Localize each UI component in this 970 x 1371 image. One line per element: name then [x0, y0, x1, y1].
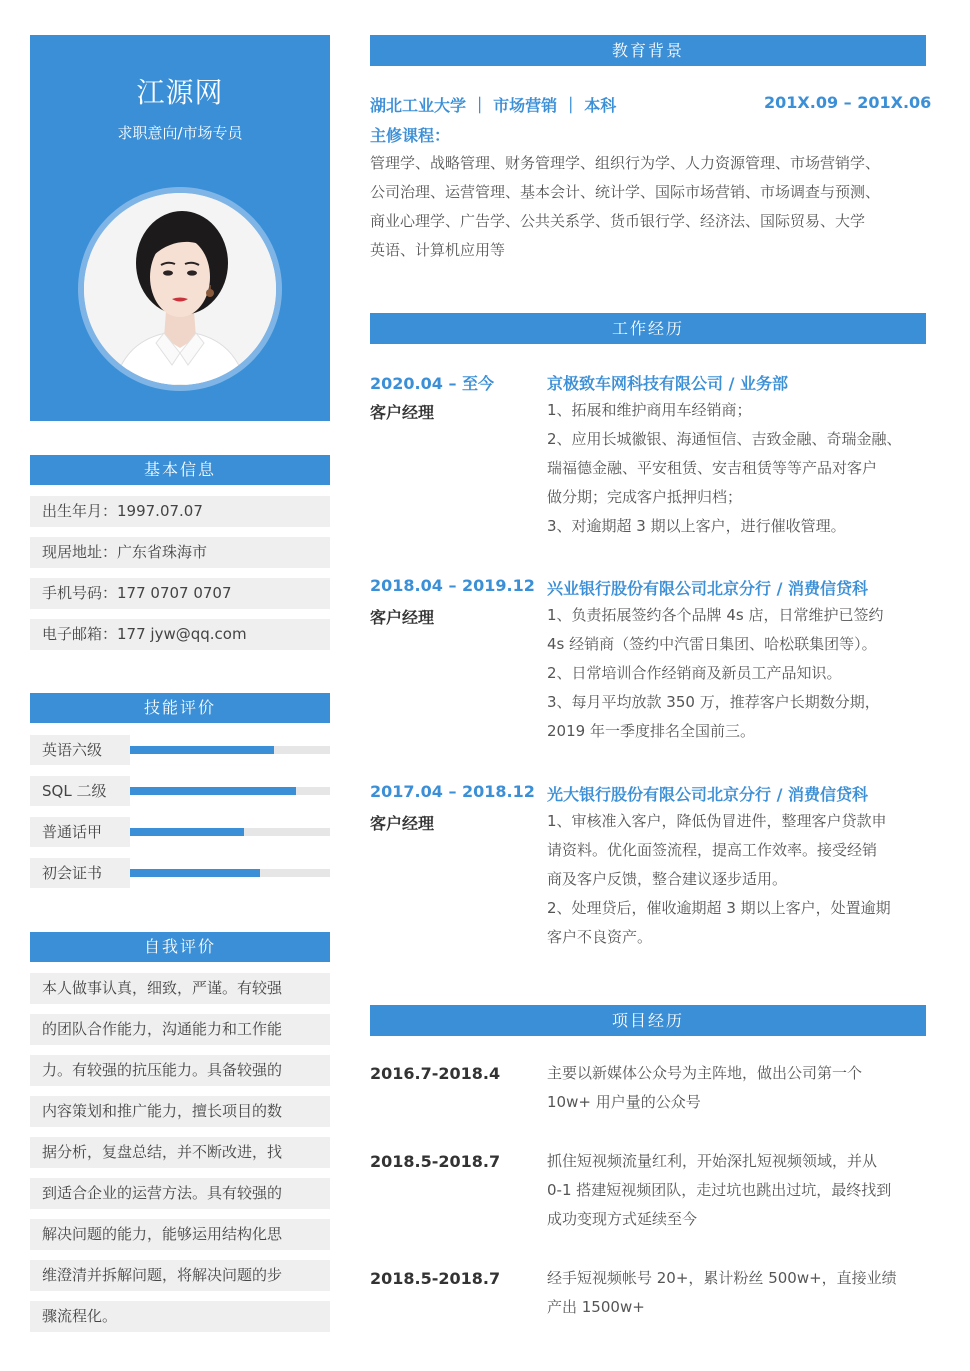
work-description — [547, 396, 937, 541]
self-eval-line: 的团队合作能力，沟通能力和工作能 — [30, 1014, 330, 1045]
work-desc-line: 3、对逾期超 3 期以上客户，进行催收管理。 — [547, 517, 846, 535]
project-description — [547, 1264, 937, 1322]
work-desc-line: 1、审核准入客户，降低伪冒进件，整理客户贷款申 — [547, 812, 887, 830]
work-desc-line: 1、负责拓展签约各个品牌 4s 店，日常维护已签约 — [547, 606, 884, 624]
project-period: 2018.5-2018.7 — [370, 1152, 501, 1171]
skill-bar-fill — [130, 787, 296, 795]
project-desc-line: 产出 1500w+ — [547, 1298, 645, 1316]
skill-bar-track — [130, 869, 330, 877]
work-desc-line: 客户不良资产。 — [547, 928, 653, 946]
projects-header: 项目经历 — [370, 1005, 926, 1036]
courses-line: 公司治理、运营管理、基本会计、统计学、国际市场营销、市场调查与预测、 — [370, 183, 881, 201]
profile-name: 江源网 — [136, 76, 224, 109]
self-eval-line: 解决问题的能力，能够运用结构化思 — [30, 1219, 330, 1250]
skill-bar-fill — [130, 828, 244, 836]
work-role: 客户经理 — [370, 814, 435, 833]
skill-row — [30, 735, 330, 765]
skill-bar-fill — [130, 869, 260, 877]
work-period: 2020.04 – 至今 — [370, 374, 495, 393]
info-phone-text: 手机号码：177 0707 0707 — [42, 584, 232, 602]
skill-label: SQL 二级 — [30, 776, 130, 806]
work-desc-line: 瑞福德金融、平安租赁、安吉租赁等等产品对客户 — [547, 459, 878, 477]
courses-text — [370, 149, 930, 265]
courses-label: 主修课程： — [370, 126, 451, 145]
skill-label: 初会证书 — [30, 858, 130, 888]
project-desc-line: 主要以新媒体公众号为主阵地，做出公司第一个 — [547, 1064, 863, 1082]
skill-bar-track — [130, 828, 330, 836]
skill-label: 英语六级 — [30, 735, 130, 765]
skills-header: 技能评价 — [30, 693, 330, 723]
self-eval-line: 到适合企业的运营方法。具有较强的 — [30, 1178, 330, 1209]
info-email-text: 电子邮箱：177 jyw@qq.com — [42, 625, 247, 643]
info-address — [30, 537, 330, 568]
skill-row — [30, 776, 330, 806]
portrait-illustration — [84, 193, 276, 385]
project-desc-line: 抓住短视频流量红利，开始深扎短视频领域，并从 — [547, 1152, 878, 1170]
work-company: 兴业银行股份有限公司北京分行 / 消费信贷科 — [547, 579, 868, 598]
project-desc-line: 0-1 搭建短视频团队，走过坑也跳出过坑，最终找到 — [547, 1181, 892, 1199]
self-eval-line: 本人做事认真，细致，严谨。有较强 — [30, 973, 330, 1004]
courses-line: 管理学、战略管理、财务管理学、组织行为学、人力资源管理、市场营销学、 — [370, 154, 881, 172]
info-email — [30, 619, 330, 650]
self-eval-line: 维澄清并拆解问题，将解决问题的步 — [30, 1260, 330, 1291]
education-period: 201X.09 – 201X.06 — [764, 93, 932, 112]
skill-label: 普通话甲 — [30, 817, 130, 847]
work-desc-line: 2、应用长城徽银、海通恒信、吉致金融、奇瑞金融、 — [547, 430, 902, 448]
work-header: 工作经历 — [370, 313, 926, 344]
skill-row — [30, 817, 330, 847]
work-desc-line: 2019 年一季度排名全国前三。 — [547, 722, 755, 740]
work-period: 2017.04 – 2018.12 — [370, 782, 535, 801]
self-eval-line: 骤流程化。 — [30, 1301, 330, 1332]
self-eval-line: 力。有较强的抗压能力。具备较强的 — [30, 1055, 330, 1086]
project-period: 2018.5-2018.7 — [370, 1269, 501, 1288]
project-desc-line: 成功变现方式延续至今 — [547, 1210, 698, 1228]
work-period: 2018.04 – 2019.12 — [370, 576, 535, 595]
work-desc-line: 做分期；完成客户抵押归档； — [547, 488, 743, 506]
work-role: 客户经理 — [370, 403, 435, 422]
project-description — [547, 1059, 937, 1117]
avatar-photo — [84, 193, 276, 385]
work-desc-line: 2、处理贷后，催收逾期超 3 期以上客户，处置逾期 — [547, 899, 891, 917]
work-desc-line: 3、每月平均放款 350 万，推荐客户长期数分期， — [547, 693, 880, 711]
self-eval-header: 自我评价 — [30, 932, 330, 962]
work-desc-line: 4s 经销商（签约中汽雷日集团、哈松联集团等）。 — [547, 635, 877, 653]
project-period: 2016.7-2018.4 — [370, 1064, 501, 1083]
education-header: 教育背景 — [370, 35, 926, 66]
courses-line: 商业心理学、广告学、公共关系学、货币银行学、经济法、国际贸易、大学 — [370, 212, 866, 230]
work-role: 客户经理 — [370, 608, 435, 627]
work-description — [547, 807, 937, 952]
work-company: 光大银行股份有限公司北京分行 / 消费信贷科 — [547, 785, 868, 804]
skill-bar-track — [130, 746, 330, 754]
skill-row — [30, 858, 330, 888]
info-phone — [30, 578, 330, 609]
avatar-ring — [78, 187, 282, 391]
self-eval-line: 据分析，复盘总结，并不断改进，找 — [30, 1137, 330, 1168]
work-desc-line: 商及客户反馈，整合建议逐步适用。 — [547, 870, 788, 888]
profile-card — [30, 35, 330, 421]
project-desc-line: 10w+ 用户量的公众号 — [547, 1093, 701, 1111]
skill-bar-track — [130, 787, 330, 795]
courses-line: 英语、计算机应用等 — [370, 241, 506, 259]
info-birthdate-text: 出生年月：1997.07.07 — [42, 502, 203, 520]
work-company: 京极致车网科技有限公司 / 业务部 — [547, 374, 788, 393]
skill-bar-fill — [130, 746, 274, 754]
work-desc-line: 请资料。优化面签流程，提高工作效率。接受经销 — [547, 841, 878, 859]
work-description — [547, 601, 937, 746]
info-birthdate — [30, 496, 330, 527]
education-headline: 湖北工业大学 ｜ 市场营销 ｜ 本科 — [370, 96, 617, 115]
self-eval-line: 内容策划和推广能力，擅长项目的数 — [30, 1096, 330, 1127]
work-desc-line: 2、日常培训合作经销商及新员工产品知识。 — [547, 664, 842, 682]
project-desc-line: 经手短视频帐号 20+，累计粉丝 500w+，直接业绩 — [547, 1269, 897, 1287]
job-intent: 求职意向/市场专员 — [117, 124, 243, 142]
work-desc-line: 1、拓展和维护商用车经销商； — [547, 401, 752, 419]
basic-info-header: 基本信息 — [30, 455, 330, 485]
info-address-text: 现居地址：广东省珠海市 — [42, 543, 208, 561]
project-description — [547, 1147, 937, 1234]
